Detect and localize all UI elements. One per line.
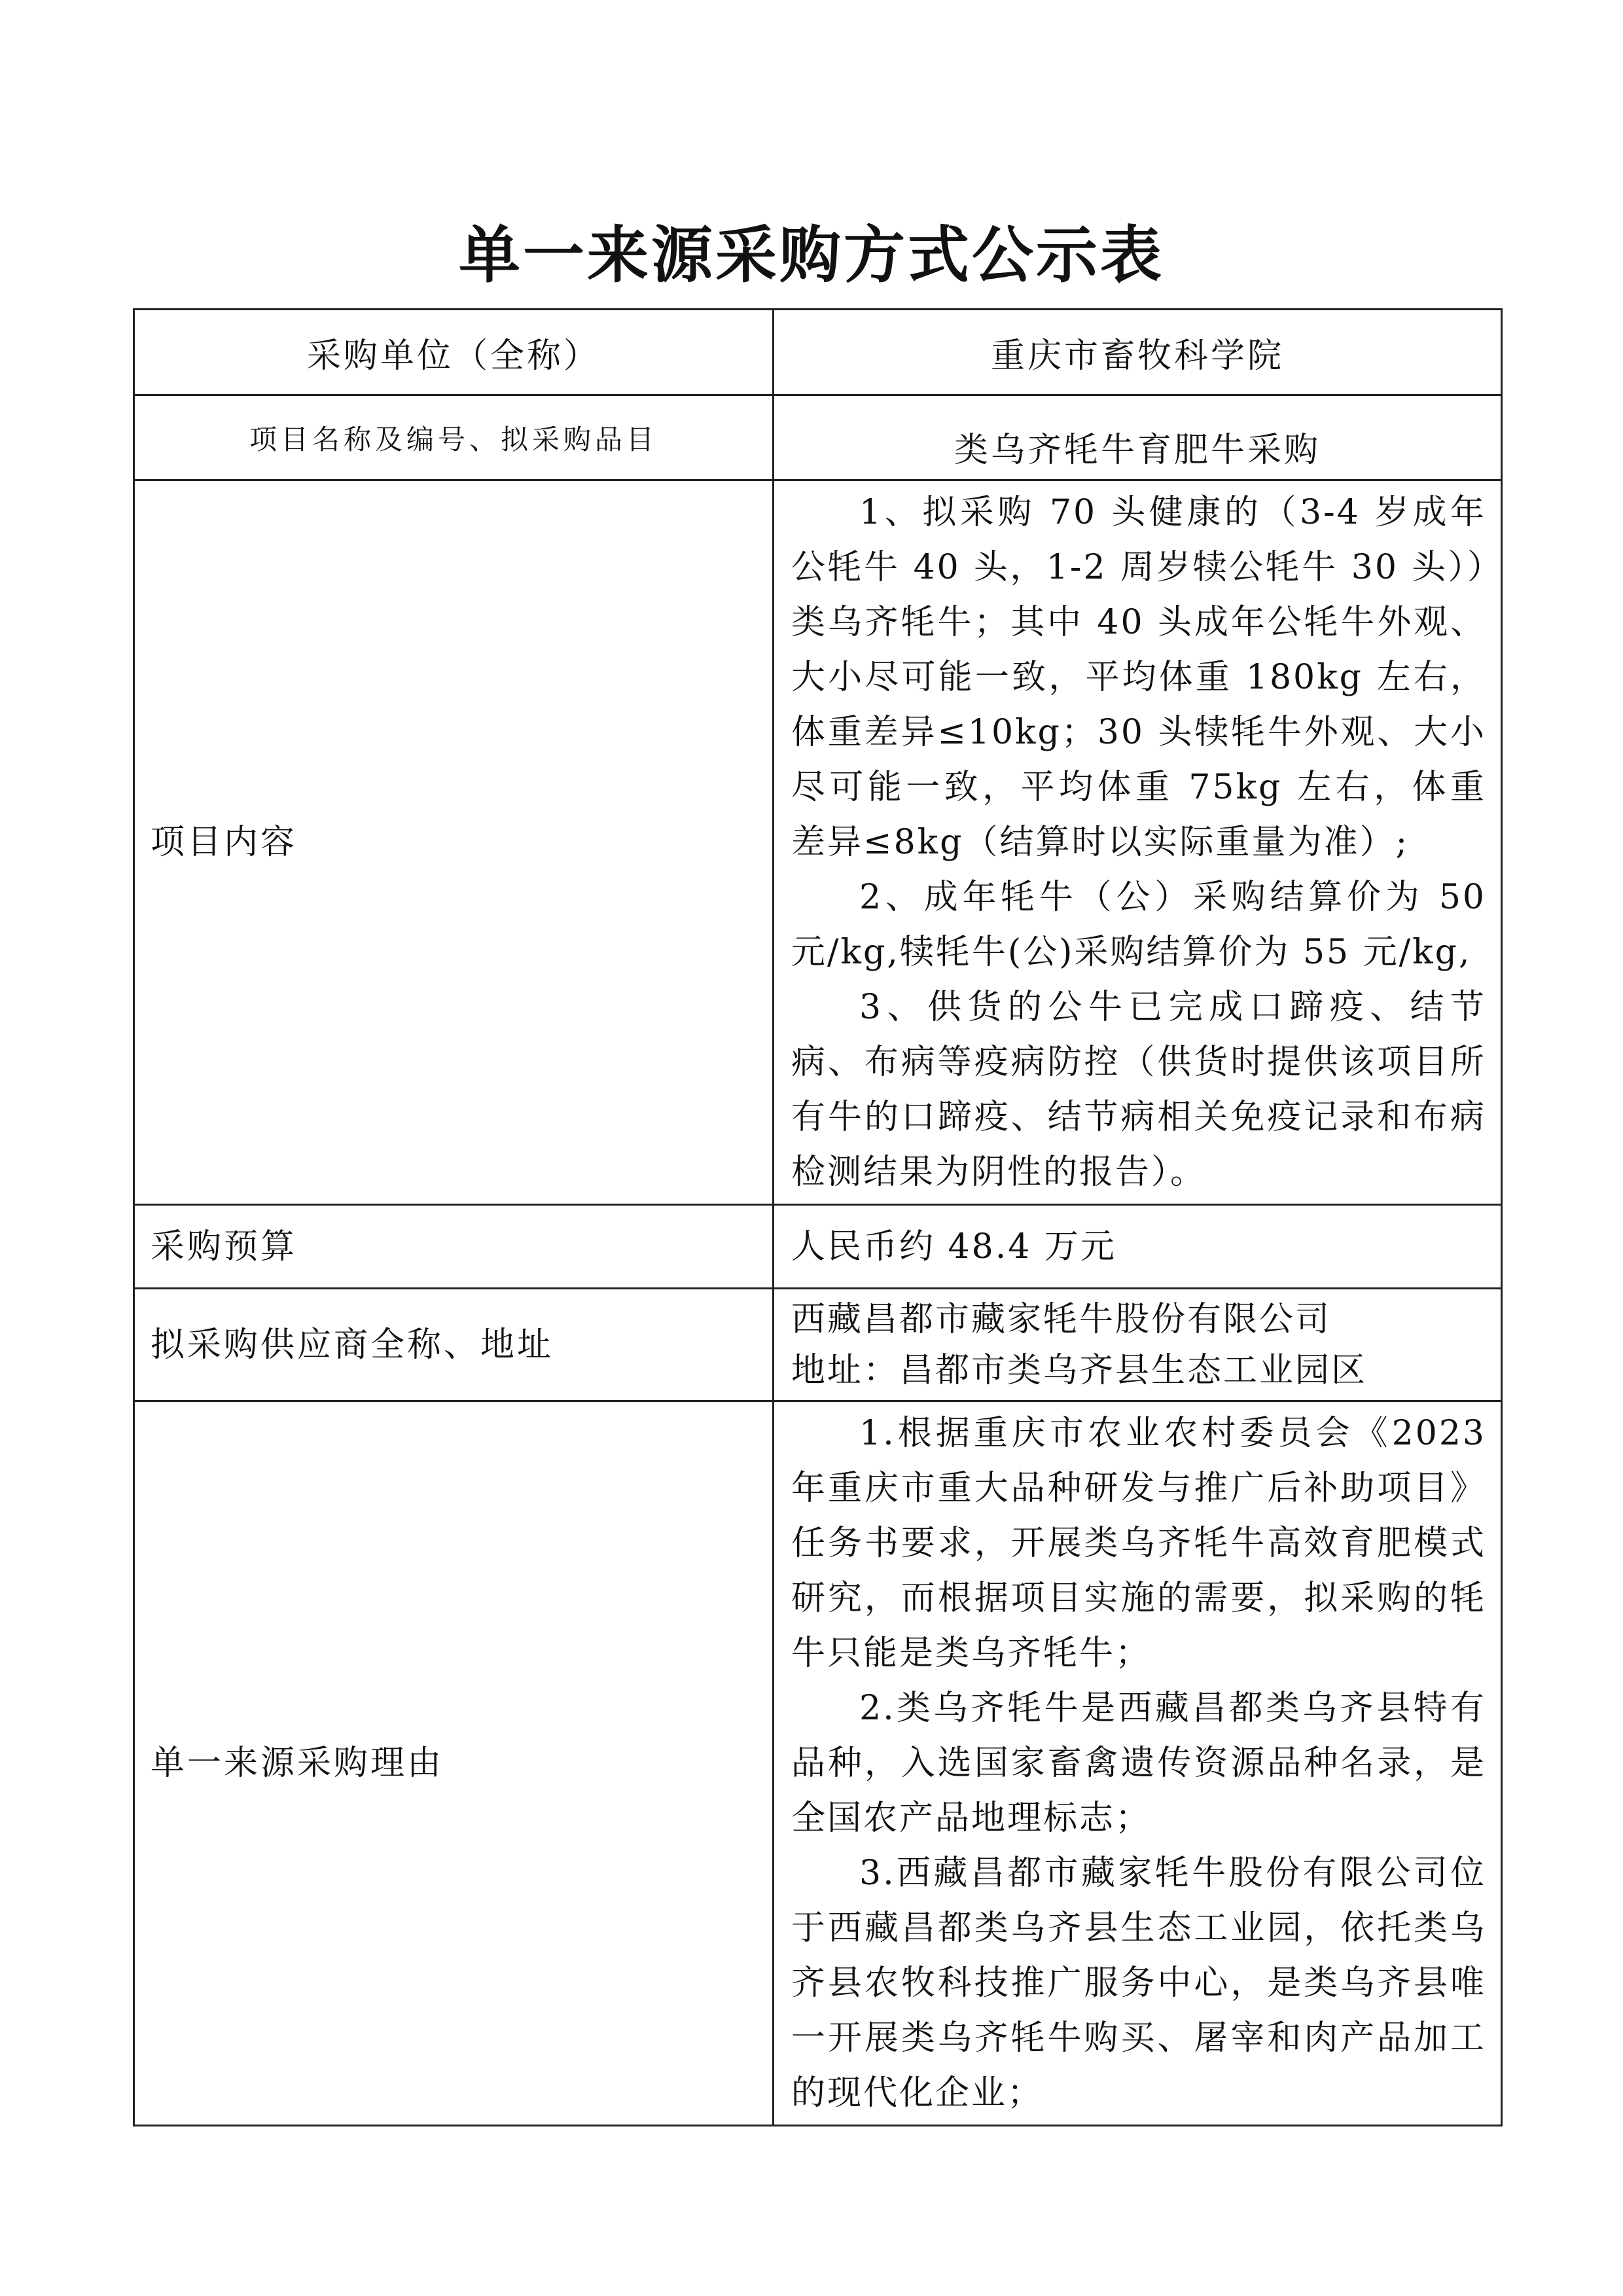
project-name-label: 项目名称及编号、拟采购品目 bbox=[134, 395, 774, 480]
project-content-label: 项目内容 bbox=[134, 480, 774, 1205]
supplier-value bbox=[774, 1289, 1502, 1401]
supplier-label: 拟采购供应商全称、地址 bbox=[134, 1289, 774, 1401]
purchasing-unit-value: 重庆市畜牧科学院 bbox=[774, 310, 1502, 395]
reason-label: 单一来源采购理由 bbox=[134, 1401, 774, 2126]
row-budget bbox=[134, 1205, 1502, 1289]
content-paragraph-3: 3、供货的公牛已完成口蹄疫、结节病、布病等疫病防控（供货时提供该项目所有牛的口蹄疫、结节病相关免疫记录和布病检测结果为阴性的报告）。 bbox=[791, 988, 1486, 1192]
reason-paragraph-1: 1.根据重庆市农业农村委员会《2023 年重庆市重大品种研发与推广后补助项目》任务书要求，开展类乌齐牦牛高效育肥模式研究，而根据项目实施的需要，拟采购的牦牛只能是类乌齐牦牛； bbox=[791, 1414, 1486, 1673]
content-paragraph-2: 2、成年牦牛（公）采购结算价为 50 元/kg,犊牦牛(公)采购结算价为 55 元/kg, bbox=[791, 878, 1486, 972]
reason-paragraph-2: 2.类乌齐牦牛是西藏昌都类乌齐县特有品种，入选国家畜禽遗传资源品种名录，是全国农产品地理标志； bbox=[791, 1689, 1486, 1838]
content-paragraph-1: 1、拟采购 70 头健康的（3-4 岁成年公牦牛 40 头，1-2 周岁犊公牦牛 30 头））类乌齐牦牛；其中 40 头成年公牦牛外观、大小尽可能一致，平均体重 180kg 左右，体重差异≤10kg；30 头犊牦牛外观、大小尽可能一致，平均体重 75kg 左右，体重差异≤8kg（结算时以实际重量为准）; bbox=[791, 493, 1486, 862]
row-purchasing-unit bbox=[134, 310, 1502, 395]
reason-value bbox=[774, 1401, 1502, 2126]
row-supplier bbox=[134, 1289, 1502, 1401]
purchasing-unit-label: 采购单位（全称） bbox=[134, 310, 774, 395]
supplier-name: 西藏昌都市藏家牦牛股份有限公司 bbox=[791, 1299, 1332, 1339]
reason-paragraph-3: 3.西藏昌都市藏家牦牛股份有限公司位于西藏昌都类乌齐县生态工业园，依托类乌齐县农牧科技推广服务中心，是类乌齐县唯一开展类乌齐牦牛购买、屠宰和肉产品加工的现代化企业； bbox=[791, 1854, 1486, 2113]
page-title: 单一来源采购方式公示表 bbox=[458, 219, 1164, 291]
budget-value: 人民币约 48.4 万元 bbox=[774, 1205, 1502, 1289]
project-content-value bbox=[774, 480, 1502, 1205]
project-name-value: 类乌齐牦牛育肥牛采购 bbox=[774, 395, 1502, 480]
disclosure-table bbox=[133, 308, 1503, 2126]
row-single-source-reason bbox=[134, 1401, 1502, 2126]
row-project-name bbox=[134, 395, 1502, 480]
supplier-address: 地址：昌都市类乌齐县生态工业园区 bbox=[791, 1350, 1368, 1390]
row-project-content bbox=[134, 480, 1502, 1205]
budget-label: 采购预算 bbox=[134, 1205, 774, 1289]
